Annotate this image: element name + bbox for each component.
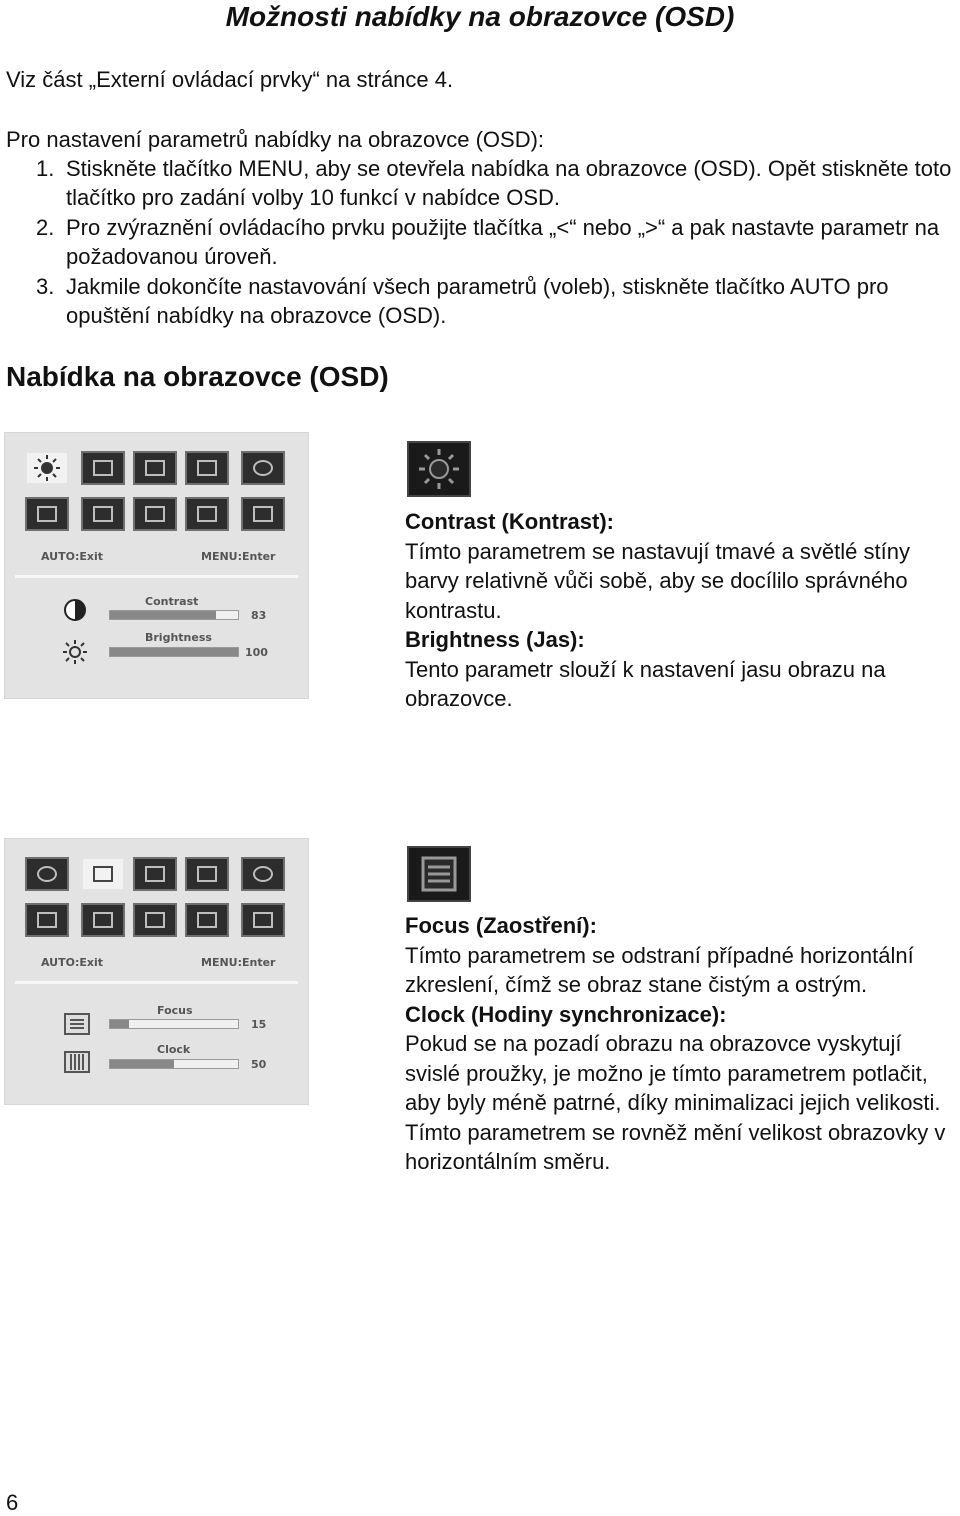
menu-enter-label: MENU:Enter bbox=[201, 956, 276, 969]
step-3 bbox=[36, 272, 956, 330]
clock-icon bbox=[63, 1049, 91, 1075]
clock-slider[interactable] bbox=[109, 1059, 239, 1069]
language-tile-icon bbox=[25, 903, 69, 937]
focus-icon bbox=[63, 1011, 91, 1037]
intro-text: Viz část „Externí ovládací prvky“ na stránce 4. bbox=[6, 67, 454, 92]
brightness-menu-icon bbox=[407, 441, 471, 497]
contrast-term: Contrast (Kontrast): bbox=[405, 509, 614, 534]
steps-heading: Pro nastavení parametrů nabídky na obrazovce (OSD): bbox=[6, 127, 545, 152]
position-tile-icon bbox=[133, 857, 177, 891]
osd-position-tile-icon bbox=[81, 497, 125, 531]
setup-tile-icon bbox=[185, 857, 229, 891]
focus-slider-fill bbox=[110, 1020, 129, 1028]
step-number: 1. bbox=[36, 156, 55, 181]
section-heading: Nabídka na obrazovce (OSD) bbox=[6, 361, 389, 392]
size-tile-icon bbox=[133, 903, 177, 937]
info-tile-icon bbox=[241, 497, 285, 531]
clock-slider-label: Clock bbox=[157, 1043, 191, 1056]
step-text: Stiskněte tlačítko MENU, aby se otevřela nabídka na obrazovce (OSD). Opět stiskněte toto tlačítko pro zadání volby 10 funkcí v nabídce OSD. bbox=[66, 156, 952, 210]
step-number: 3. bbox=[36, 274, 55, 299]
contrast-value: 83 bbox=[251, 609, 267, 622]
step-1 bbox=[36, 154, 956, 212]
reset-tile-icon bbox=[185, 497, 229, 531]
color-tile-icon bbox=[241, 857, 285, 891]
clock-term: Clock (Hodiny synchronizace): bbox=[405, 1001, 727, 1027]
contrast-slider-label: Contrast bbox=[145, 595, 199, 608]
auto-exit-label: AUTO:Exit bbox=[41, 956, 103, 969]
brightness-term: Brightness (Jas): bbox=[405, 627, 585, 652]
osd-divider bbox=[15, 575, 298, 578]
contrast-slider[interactable] bbox=[109, 610, 239, 620]
contrast-text: Tímto parametrem se nastavují tmavé a světlé stíny barvy relativně vůči sobě, aby se docílilo správného kontrastu. bbox=[405, 538, 910, 623]
language-tile-icon bbox=[25, 497, 69, 531]
osd-position-tile-icon bbox=[81, 903, 125, 937]
size-tile-icon bbox=[133, 497, 177, 531]
focus-text: Tímto parametrem se odstraní případné horizontální zkreslení, čímž se obraz stane čistým a ostrým. bbox=[405, 942, 914, 997]
contrast-brightness-description bbox=[405, 507, 957, 714]
clock-text: Pokud se na pozadí obrazu na obrazovce vyskytují svislé proužky, je možno je tímto parametrem potlačit, aby byly méně patrné, díky minimalizaci jejich velikosti. Tímto parametrem se rovněž mění velikost obrazovky v horizontálním směru. bbox=[405, 1031, 946, 1174]
focus-menu-icon bbox=[407, 846, 471, 902]
osd-panel-contrast-brightness bbox=[4, 432, 309, 699]
osd-panel-focus-clock bbox=[4, 838, 309, 1105]
auto-exit-label: AUTO:Exit bbox=[41, 550, 103, 563]
reset-tile-icon bbox=[185, 903, 229, 937]
brightness-tile-icon bbox=[25, 451, 69, 485]
info-tile-icon bbox=[241, 903, 285, 937]
brightness-text: Tento parametr slouží k nastavení jasu obrazu na obrazovce. bbox=[405, 656, 886, 711]
color-tile-icon bbox=[241, 451, 285, 485]
brightness-slider-fill bbox=[110, 648, 238, 656]
contrast-icon bbox=[61, 597, 89, 623]
menu-enter-label: MENU:Enter bbox=[201, 550, 276, 563]
focus-tile-icon bbox=[81, 857, 125, 891]
focus-slider[interactable] bbox=[109, 1019, 239, 1029]
contrast-slider-fill bbox=[110, 611, 216, 619]
page-number: 6 bbox=[6, 1490, 19, 1515]
step-text: Pro zvýraznění ovládacího prvku použijte tlačítka „<“ nebo „>“ a pak nastavte parametr na požadovanou úroveň. bbox=[66, 215, 940, 269]
setup-tile-icon bbox=[185, 451, 229, 485]
focus-value: 15 bbox=[251, 1018, 267, 1031]
clock-value: 50 bbox=[251, 1058, 267, 1071]
focus-term: Focus (Zaostření): bbox=[405, 913, 597, 938]
brightness-icon bbox=[61, 639, 89, 665]
step-number: 2. bbox=[36, 215, 55, 240]
brightness-value: 100 bbox=[245, 646, 268, 659]
brightness-slider[interactable] bbox=[109, 647, 239, 657]
clock-slider-fill bbox=[110, 1060, 174, 1068]
focus-tile-icon bbox=[81, 451, 125, 485]
focus-slider-label: Focus bbox=[157, 1004, 193, 1017]
brightness-slider-label: Brightness bbox=[145, 631, 212, 644]
page-title: Možnosti nabídky na obrazovce (OSD) bbox=[225, 1, 735, 32]
brightness-tile-icon bbox=[25, 857, 69, 891]
focus-clock-description bbox=[405, 911, 957, 1177]
position-tile-icon bbox=[133, 451, 177, 485]
osd-divider bbox=[15, 981, 298, 984]
step-2 bbox=[36, 213, 956, 271]
step-text: Jakmile dokončíte nastavování všech parametrů (voleb), stiskněte tlačítko AUTO pro opuštění nabídky na obrazovce (OSD). bbox=[66, 274, 889, 328]
